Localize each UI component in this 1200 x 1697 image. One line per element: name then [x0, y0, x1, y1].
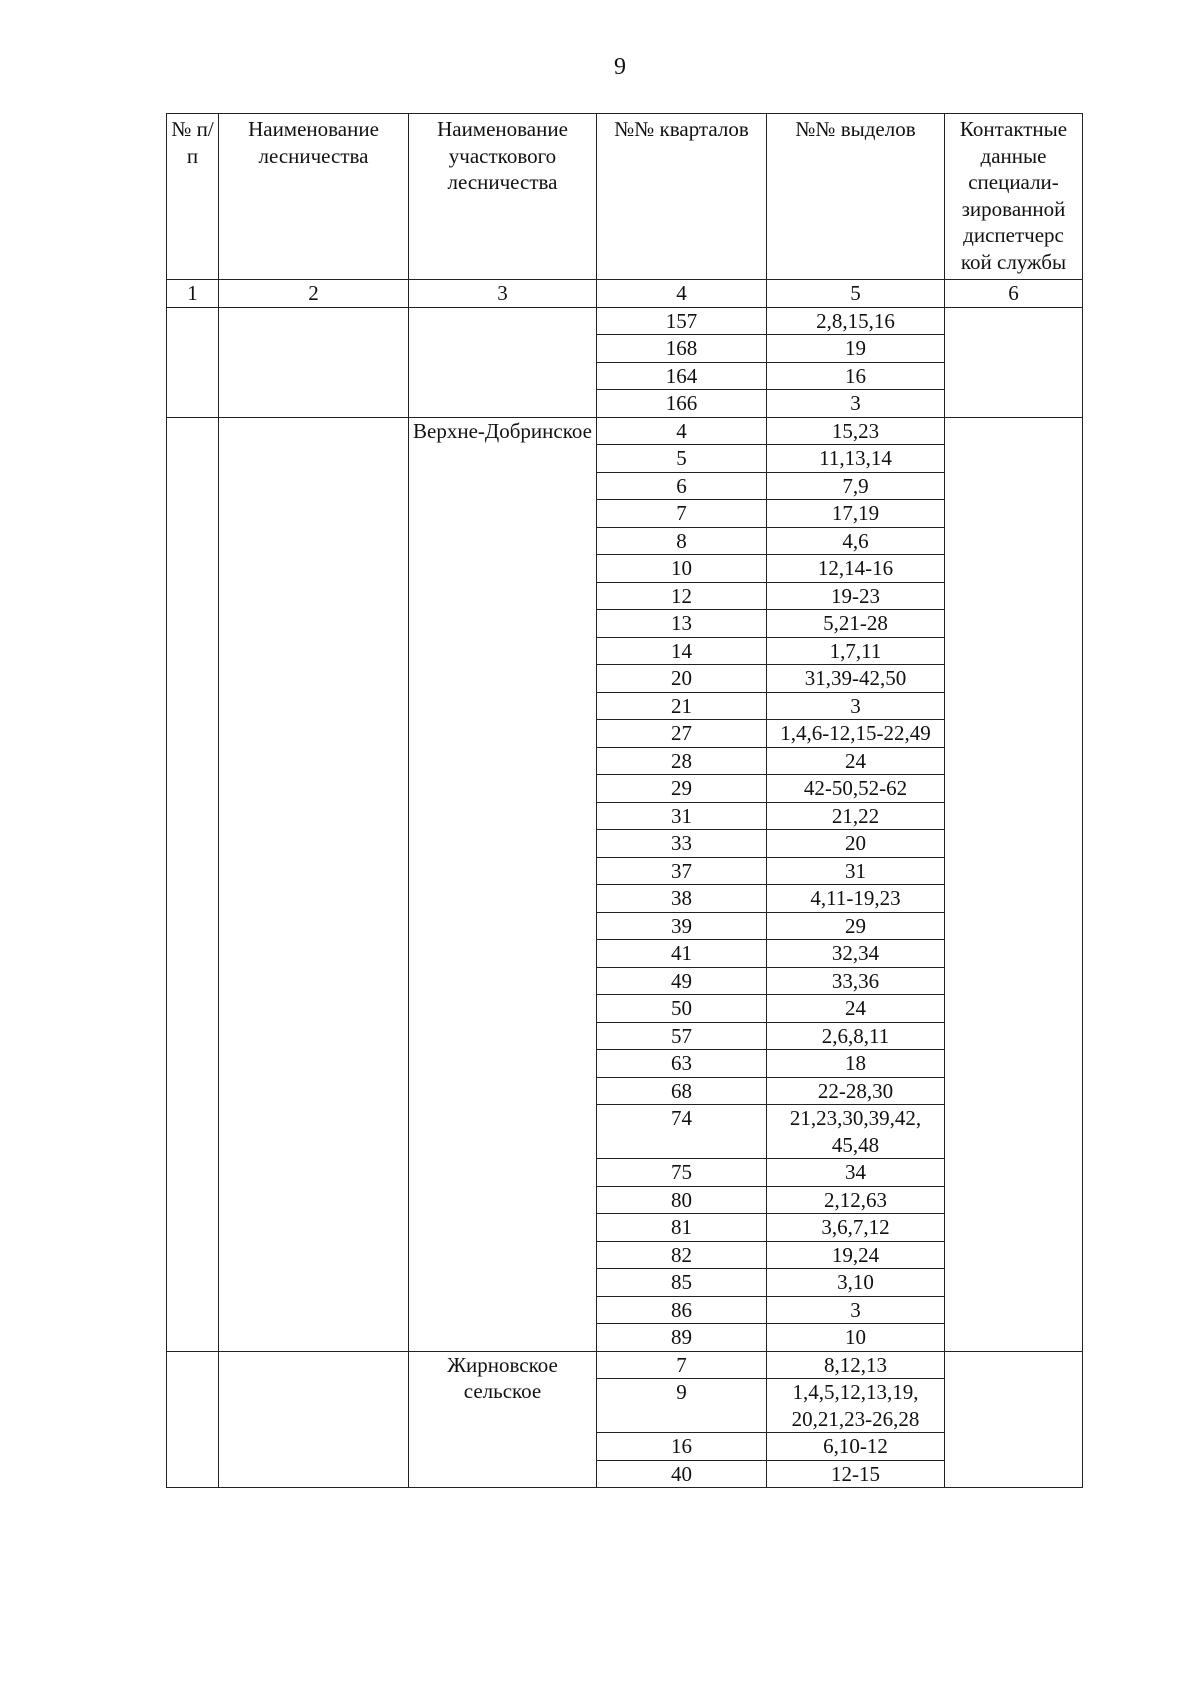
- plot-numbers-cell: 3: [767, 692, 945, 720]
- forestry-table: [166, 113, 1083, 1488]
- table-row: [167, 307, 1083, 335]
- quarter-number-cell: 80: [597, 1186, 767, 1214]
- plot-numbers-cell: 10: [767, 1324, 945, 1352]
- plot-numbers-cell: 17,19: [767, 500, 945, 528]
- quarter-number-cell: 27: [597, 720, 767, 748]
- plot-numbers-cell: 1,4,6-12,15-22,49: [767, 720, 945, 748]
- quarter-number-cell: 13: [597, 610, 767, 638]
- column-number: 1: [167, 280, 219, 308]
- quarter-number-cell: 12: [597, 582, 767, 610]
- quarter-number-cell: 8: [597, 527, 767, 555]
- quarter-number-cell: 41: [597, 940, 767, 968]
- header-contact-data: Контактные данные специали-зированной диспетчерс кой службы: [945, 114, 1083, 280]
- column-number: 4: [597, 280, 767, 308]
- quarter-number-cell: 57: [597, 1022, 767, 1050]
- header-plots: №№ выделов: [767, 114, 945, 280]
- plot-numbers-cell: 16: [767, 362, 945, 390]
- quarter-number-cell: 40: [597, 1460, 767, 1488]
- plot-numbers-cell: 32,34: [767, 940, 945, 968]
- quarter-number-cell: 31: [597, 802, 767, 830]
- quarter-number-cell: 49: [597, 967, 767, 995]
- quarter-number-cell: 74: [597, 1105, 767, 1159]
- column-number: 5: [767, 280, 945, 308]
- row-number-cell: [167, 307, 219, 417]
- header-row: [167, 114, 1083, 280]
- table-body: [167, 307, 1083, 1488]
- forestry-name-cell: [219, 417, 409, 1351]
- column-number-row: [167, 280, 1083, 308]
- quarter-number-cell: 38: [597, 885, 767, 913]
- quarter-number-cell: 168: [597, 335, 767, 363]
- plot-numbers-cell: 7,9: [767, 472, 945, 500]
- quarter-number-cell: 89: [597, 1324, 767, 1352]
- plot-numbers-cell: 29: [767, 912, 945, 940]
- plot-numbers-cell: 2,6,8,11: [767, 1022, 945, 1050]
- plot-numbers-cell: 18: [767, 1050, 945, 1078]
- plot-numbers-cell: 21,23,30,39,42, 45,48: [767, 1105, 945, 1159]
- quarter-number-cell: 37: [597, 857, 767, 885]
- plot-numbers-cell: 12-15: [767, 1460, 945, 1488]
- forestry-name-cell: [219, 1351, 409, 1488]
- plot-numbers-cell: 21,22: [767, 802, 945, 830]
- quarter-number-cell: 16: [597, 1433, 767, 1461]
- quarter-number-cell: 50: [597, 995, 767, 1023]
- plot-numbers-cell: 20: [767, 830, 945, 858]
- quarter-number-cell: 21: [597, 692, 767, 720]
- plot-numbers-cell: 11,13,14: [767, 445, 945, 473]
- district-forestry-cell: Жирновское сельское: [409, 1351, 597, 1488]
- table-row: [167, 1351, 1083, 1379]
- plot-numbers-cell: 31: [767, 857, 945, 885]
- plot-numbers-cell: 24: [767, 995, 945, 1023]
- header-forestry-name: Наименование лесничества: [219, 114, 409, 280]
- quarter-number-cell: 6: [597, 472, 767, 500]
- header-district-forestry-name: Наименование участкового лесничества: [409, 114, 597, 280]
- plot-numbers-cell: 19,24: [767, 1241, 945, 1269]
- plot-numbers-cell: 34: [767, 1159, 945, 1187]
- plot-numbers-cell: 22-28,30: [767, 1077, 945, 1105]
- plot-numbers-cell: 2,8,15,16: [767, 307, 945, 335]
- quarter-number-cell: 166: [597, 390, 767, 418]
- plot-numbers-cell: 24: [767, 747, 945, 775]
- plot-numbers-cell: 3,10: [767, 1269, 945, 1297]
- plot-numbers-cell: 33,36: [767, 967, 945, 995]
- quarter-number-cell: 4: [597, 417, 767, 445]
- page-number: 9: [614, 54, 626, 80]
- quarter-number-cell: 63: [597, 1050, 767, 1078]
- plot-numbers-cell: 8,12,13: [767, 1351, 945, 1379]
- quarter-number-cell: 7: [597, 500, 767, 528]
- plot-numbers-cell: 3: [767, 1296, 945, 1324]
- quarter-number-cell: 81: [597, 1214, 767, 1242]
- column-number: 2: [219, 280, 409, 308]
- forestry-name-cell: [219, 307, 409, 417]
- plot-numbers-cell: 15,23: [767, 417, 945, 445]
- quarter-number-cell: 28: [597, 747, 767, 775]
- plot-numbers-cell: 1,4,5,12,13,19, 20,21,23-26,28: [767, 1379, 945, 1433]
- plot-numbers-cell: 42-50,52-62: [767, 775, 945, 803]
- quarter-number-cell: 39: [597, 912, 767, 940]
- plot-numbers-cell: 2,12,63: [767, 1186, 945, 1214]
- plot-numbers-cell: 19-23: [767, 582, 945, 610]
- plot-numbers-cell: 4,11-19,23: [767, 885, 945, 913]
- plot-numbers-cell: 4,6: [767, 527, 945, 555]
- district-forestry-cell: [409, 307, 597, 417]
- plot-numbers-cell: 5,21-28: [767, 610, 945, 638]
- plot-numbers-cell: 31,39-42,50: [767, 665, 945, 693]
- quarter-number-cell: 157: [597, 307, 767, 335]
- quarter-number-cell: 33: [597, 830, 767, 858]
- quarter-number-cell: 20: [597, 665, 767, 693]
- row-number-cell: [167, 1351, 219, 1488]
- plot-numbers-cell: 3,6,7,12: [767, 1214, 945, 1242]
- plot-numbers-cell: 3: [767, 390, 945, 418]
- quarter-number-cell: 5: [597, 445, 767, 473]
- header-quarters: №№ кварталов: [597, 114, 767, 280]
- quarter-number-cell: 82: [597, 1241, 767, 1269]
- contact-data-cell: [945, 417, 1083, 1351]
- quarter-number-cell: 68: [597, 1077, 767, 1105]
- header-number: № п/п: [167, 114, 219, 280]
- quarter-number-cell: 85: [597, 1269, 767, 1297]
- quarter-number-cell: 9: [597, 1379, 767, 1433]
- quarter-number-cell: 29: [597, 775, 767, 803]
- quarter-number-cell: 14: [597, 637, 767, 665]
- district-forestry-cell: Верхне-Добринское: [409, 417, 597, 1351]
- quarter-number-cell: 86: [597, 1296, 767, 1324]
- quarter-number-cell: 75: [597, 1159, 767, 1187]
- column-number: 3: [409, 280, 597, 308]
- row-number-cell: [167, 417, 219, 1351]
- plot-numbers-cell: 12,14-16: [767, 555, 945, 583]
- contact-data-cell: [945, 307, 1083, 417]
- quarter-number-cell: 164: [597, 362, 767, 390]
- column-number: 6: [945, 280, 1083, 308]
- table-row: [167, 417, 1083, 445]
- quarter-number-cell: 7: [597, 1351, 767, 1379]
- plot-numbers-cell: 1,7,11: [767, 637, 945, 665]
- contact-data-cell: [945, 1351, 1083, 1488]
- plot-numbers-cell: 19: [767, 335, 945, 363]
- plot-numbers-cell: 6,10-12: [767, 1433, 945, 1461]
- quarter-number-cell: 10: [597, 555, 767, 583]
